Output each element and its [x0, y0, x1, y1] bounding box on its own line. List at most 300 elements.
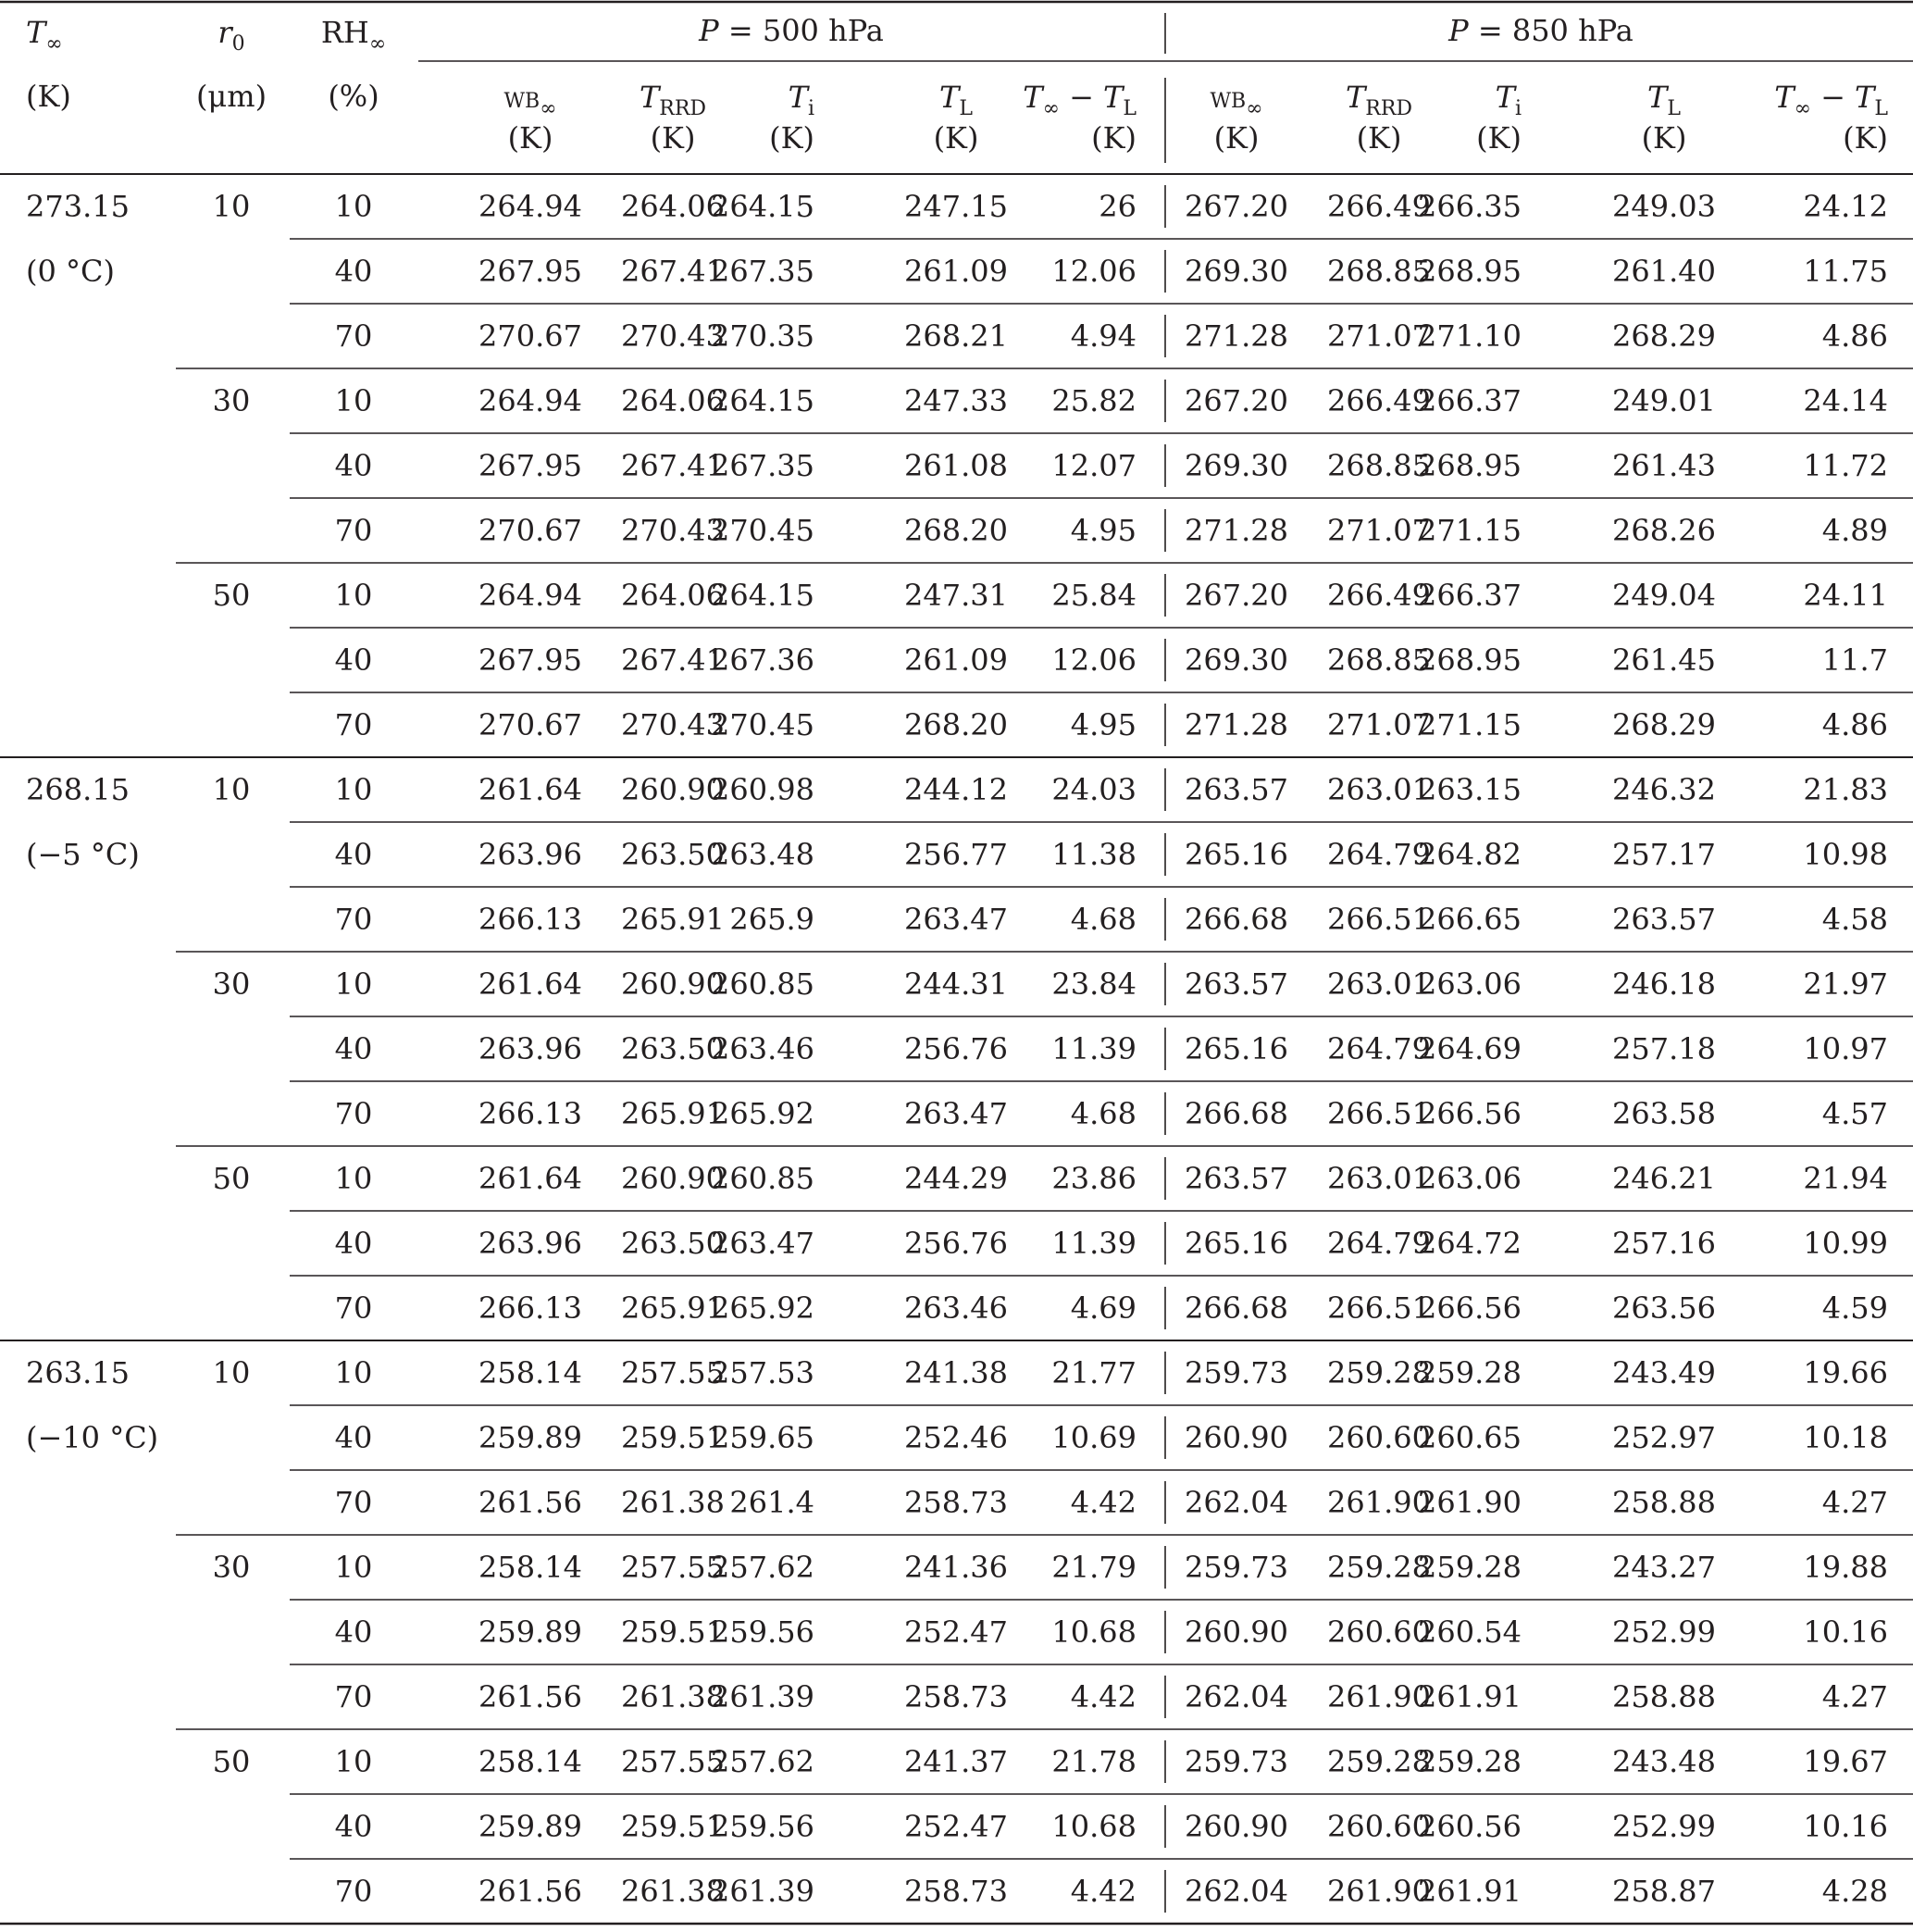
rh-cell: 40 [334, 642, 373, 678]
p500-cell: 259.89 [478, 1809, 582, 1844]
rh-cell: 40 [334, 254, 373, 289]
p850-cell: 271.28 [1185, 513, 1288, 548]
rh-cell: 40 [334, 1226, 373, 1261]
header-p850: P = 850 hPa [1448, 13, 1634, 48]
p850-cell: 271.07 [1327, 318, 1431, 354]
p850-cell: 261.90 [1418, 1485, 1522, 1520]
p850-cell: 258.88 [1612, 1485, 1716, 1520]
p500-cell: 256.76 [904, 1031, 1008, 1066]
p500-cell: 23.84 [1051, 966, 1137, 1002]
p500-cell: 265.92 [711, 1096, 814, 1131]
p850-cell: 267.20 [1185, 189, 1288, 224]
p850-cell: 10.98 [1803, 837, 1888, 872]
p850-cell: 269.30 [1185, 254, 1288, 289]
p500-cell: 257.55 [621, 1355, 725, 1390]
p500-cell: 10.69 [1051, 1420, 1137, 1455]
group-t-inf-celsius: (0 °C) [26, 254, 115, 289]
p500-cell: 259.51 [621, 1809, 725, 1844]
p850-col-3-unit: (K) [1641, 120, 1687, 156]
p500-col-2-name: $T_i$ [788, 80, 814, 120]
p500-cell: 247.15 [904, 189, 1008, 224]
rh-cell: 70 [334, 318, 373, 354]
p500-cell: 264.15 [711, 383, 814, 418]
rh-cell: 70 [334, 1679, 373, 1714]
rh-cell: 70 [334, 902, 373, 937]
p850-cell: 243.49 [1612, 1355, 1716, 1390]
p500-cell: 264.06 [621, 578, 725, 613]
p850-cell: 266.37 [1418, 578, 1522, 613]
radius-label: 30 [212, 966, 251, 1002]
rh-cell: 40 [334, 1809, 373, 1844]
p850-cell: 4.58 [1821, 902, 1888, 937]
p850-cell: 4.89 [1821, 513, 1888, 548]
p500-cell: 247.33 [904, 383, 1008, 418]
p850-cell: 271.15 [1418, 707, 1522, 742]
rh-cell: 70 [334, 1485, 373, 1520]
p850-cell: 268.95 [1418, 642, 1522, 678]
p850-cell: 263.01 [1327, 1161, 1431, 1196]
p850-cell: 265.16 [1185, 1031, 1288, 1066]
p850-cell: 24.11 [1803, 578, 1888, 613]
p500-cell: 4.42 [1070, 1874, 1137, 1909]
p850-cell: 263.57 [1612, 902, 1716, 937]
p500-cell: 264.94 [478, 383, 582, 418]
p850-cell: 263.58 [1612, 1096, 1716, 1131]
p850-cell: 261.40 [1612, 254, 1716, 289]
p850-cell: 21.94 [1803, 1161, 1888, 1196]
p500-cell: 25.84 [1051, 578, 1137, 613]
p850-cell: 246.18 [1612, 966, 1716, 1002]
p850-cell: 4.86 [1821, 707, 1888, 742]
p500-cell: 263.96 [478, 1031, 582, 1066]
rh-cell: 40 [334, 448, 373, 483]
radius-label: 30 [212, 383, 251, 418]
group-t-inf-celsius: (−5 °C) [26, 837, 140, 872]
p850-cell: 4.27 [1821, 1679, 1888, 1714]
rh-cell: 40 [334, 837, 373, 872]
p850-cell: 261.43 [1612, 448, 1716, 483]
p850-cell: 271.28 [1185, 318, 1288, 354]
p500-cell: 4.94 [1070, 318, 1137, 354]
header-rh-unit: (%) [328, 79, 379, 114]
p500-cell: 268.20 [904, 513, 1008, 548]
p500-cell: 12.06 [1051, 254, 1137, 289]
p850-cell: 259.28 [1327, 1744, 1431, 1779]
p500-cell: 11.39 [1051, 1226, 1137, 1261]
p500-col-3-unit: (K) [933, 120, 979, 156]
p850-cell: 259.73 [1185, 1550, 1288, 1585]
p500-cell: 270.43 [621, 318, 725, 354]
rh-cell: 10 [334, 772, 373, 807]
p500-cell: 265.91 [621, 1290, 725, 1326]
p500-cell: 266.13 [478, 1096, 582, 1131]
p500-cell: 4.68 [1070, 1096, 1137, 1131]
p850-cell: 19.66 [1803, 1355, 1888, 1390]
p850-cell: 263.06 [1418, 1161, 1522, 1196]
p850-cell: 263.57 [1185, 772, 1288, 807]
p850-cell: 268.29 [1612, 707, 1716, 742]
p850-cell: 266.51 [1327, 1290, 1431, 1326]
p500-cell: 263.50 [621, 1031, 725, 1066]
p500-cell: 264.94 [478, 189, 582, 224]
p500-cell: 4.68 [1070, 902, 1137, 937]
p850-cell: 4.86 [1821, 318, 1888, 354]
p500-cell: 12.07 [1051, 448, 1137, 483]
rh-cell: 70 [334, 1096, 373, 1131]
p850-col-2-unit: (K) [1476, 120, 1522, 156]
p850-cell: 264.72 [1418, 1226, 1522, 1261]
p850-cell: 19.67 [1803, 1744, 1888, 1779]
p850-cell: 4.59 [1821, 1290, 1888, 1326]
p500-cell: 10.68 [1051, 1809, 1137, 1844]
p850-cell: 271.07 [1327, 707, 1431, 742]
p850-cell: 260.60 [1327, 1614, 1431, 1650]
p500-cell: 241.36 [904, 1550, 1008, 1585]
radius-label: 10 [212, 189, 251, 224]
p850-cell: 266.49 [1327, 383, 1431, 418]
p500-cell: 261.56 [478, 1874, 582, 1909]
p500-cell: 260.85 [711, 966, 814, 1002]
rh-cell: 10 [334, 966, 373, 1002]
group-t-inf: 263.15 [26, 1355, 130, 1390]
p500-cell: 267.95 [478, 254, 582, 289]
rh-cell: 10 [334, 189, 373, 224]
p500-col-0-unit: (K) [507, 120, 553, 156]
p500-cell: 267.41 [621, 448, 725, 483]
p850-cell: 259.73 [1185, 1744, 1288, 1779]
p850-cell: 266.56 [1418, 1096, 1522, 1131]
p500-cell: 25.82 [1051, 383, 1137, 418]
p850-cell: 264.69 [1418, 1031, 1522, 1066]
p500-cell: 259.51 [621, 1420, 725, 1455]
p850-cell: 259.28 [1327, 1550, 1431, 1585]
p500-cell: 264.94 [478, 578, 582, 613]
p500-cell: 258.73 [904, 1874, 1008, 1909]
rh-cell: 10 [334, 1744, 373, 1779]
header-r0-unit: (μm) [195, 79, 267, 114]
p500-cell: 257.62 [711, 1744, 814, 1779]
p850-cell: 4.27 [1821, 1485, 1888, 1520]
p500-cell: 241.38 [904, 1355, 1008, 1390]
p850-cell: 11.75 [1803, 254, 1888, 289]
p850-cell: 252.99 [1612, 1809, 1716, 1844]
p850-cell: 21.97 [1803, 966, 1888, 1002]
p850-cell: 10.16 [1803, 1809, 1888, 1844]
p850-cell: 266.68 [1185, 1096, 1288, 1131]
header-t-inf-unit: (K) [26, 79, 71, 114]
p850-cell: 261.91 [1418, 1874, 1522, 1909]
p500-cell: 252.47 [904, 1614, 1008, 1650]
p850-cell: 257.16 [1612, 1226, 1716, 1261]
p500-cell: 257.62 [711, 1550, 814, 1585]
p500-cell: 261.09 [904, 254, 1008, 289]
p850-cell: 259.28 [1418, 1355, 1522, 1390]
p500-cell: 4.95 [1070, 707, 1137, 742]
p500-cell: 23.86 [1051, 1161, 1137, 1196]
p500-cell: 270.35 [711, 318, 814, 354]
radius-label: 10 [212, 1355, 251, 1390]
p500-cell: 10.68 [1051, 1614, 1137, 1650]
p850-cell: 263.01 [1327, 966, 1431, 1002]
p850-cell: 265.16 [1185, 837, 1288, 872]
header-p500: P = 500 hPa [699, 13, 884, 48]
radius-label: 50 [212, 1161, 251, 1196]
p500-cell: 257.55 [621, 1744, 725, 1779]
p500-col-2-unit: (K) [769, 120, 814, 156]
p500-cell: 261.56 [478, 1485, 582, 1520]
p850-cell: 246.21 [1612, 1161, 1716, 1196]
p850-col-2-name: $T_i$ [1495, 80, 1522, 120]
p850-cell: 262.04 [1185, 1679, 1288, 1714]
p850-cell: 268.85 [1327, 254, 1431, 289]
p850-cell: 261.45 [1612, 642, 1716, 678]
p500-cell: 258.14 [478, 1550, 582, 1585]
p850-cell: 263.56 [1612, 1290, 1716, 1326]
p850-cell: 258.88 [1612, 1679, 1716, 1714]
p500-cell: 261.38 [621, 1485, 725, 1520]
p850-cell: 243.27 [1612, 1550, 1716, 1585]
p850-cell: 269.30 [1185, 448, 1288, 483]
p500-cell: 268.20 [904, 707, 1008, 742]
p850-cell: 263.57 [1185, 1161, 1288, 1196]
p500-cell: 261.38 [621, 1874, 725, 1909]
p850-cell: 252.99 [1612, 1614, 1716, 1650]
radius-label: 50 [212, 1744, 251, 1779]
p500-cell: 267.41 [621, 254, 725, 289]
p500-cell: 21.79 [1051, 1550, 1137, 1585]
rh-cell: 70 [334, 513, 373, 548]
p500-cell: 260.90 [621, 772, 725, 807]
rh-cell: 40 [334, 1614, 373, 1650]
p850-cell: 271.28 [1185, 707, 1288, 742]
p500-cell: 267.41 [621, 642, 725, 678]
p500-cell: 260.98 [711, 772, 814, 807]
group-t-inf: 273.15 [26, 189, 130, 224]
p850-cell: 263.06 [1418, 966, 1522, 1002]
p850-col-0-name: $WB_\infty$ [1210, 90, 1263, 120]
p500-cell: 244.31 [904, 966, 1008, 1002]
p850-cell: 266.37 [1418, 383, 1522, 418]
p850-cell: 258.87 [1612, 1874, 1716, 1909]
p500-cell: 261.39 [711, 1874, 814, 1909]
p850-cell: 260.54 [1418, 1614, 1522, 1650]
p500-cell: 261.64 [478, 966, 582, 1002]
rh-cell: 10 [334, 1550, 373, 1585]
p500-cell: 267.95 [478, 448, 582, 483]
p500-cell: 266.13 [478, 1290, 582, 1326]
p850-cell: 266.68 [1185, 902, 1288, 937]
p500-cell: 257.55 [621, 1550, 725, 1585]
rh-cell: 40 [334, 1031, 373, 1066]
p500-cell: 270.67 [478, 318, 582, 354]
rh-cell: 10 [334, 578, 373, 613]
radius-label: 30 [212, 1550, 251, 1585]
p850-cell: 260.60 [1327, 1420, 1431, 1455]
p500-cell: 4.42 [1070, 1485, 1137, 1520]
p850-cell: 259.28 [1418, 1744, 1522, 1779]
p500-cell: 261.4 [729, 1485, 814, 1520]
p500-col-4-name: $T_\infty - T_L$ [1023, 80, 1137, 120]
p500-cell: 264.15 [711, 578, 814, 613]
p850-col-3-name: $T_L$ [1647, 80, 1681, 120]
p850-cell: 260.90 [1185, 1420, 1288, 1455]
p500-cell: 270.45 [711, 513, 814, 548]
p500-cell: 267.35 [711, 448, 814, 483]
p850-col-4-name: $T_\infty - T_L$ [1774, 80, 1888, 120]
p500-cell: 12.06 [1051, 642, 1137, 678]
p850-cell: 264.79 [1327, 837, 1431, 872]
p850-cell: 266.49 [1327, 578, 1431, 613]
p500-cell: 267.95 [478, 642, 582, 678]
p850-cell: 266.65 [1418, 902, 1522, 937]
p500-cell: 26 [1099, 189, 1137, 224]
p500-cell: 265.9 [729, 902, 814, 937]
p850-cell: 260.60 [1327, 1809, 1431, 1844]
p850-cell: 263.01 [1327, 772, 1431, 807]
p850-cell: 24.14 [1803, 383, 1888, 418]
p500-cell: 261.09 [904, 642, 1008, 678]
p850-cell: 10.99 [1803, 1226, 1888, 1261]
p850-cell: 268.95 [1418, 448, 1522, 483]
p500-cell: 258.14 [478, 1744, 582, 1779]
p500-cell: 259.56 [711, 1614, 814, 1650]
p850-cell: 268.85 [1327, 448, 1431, 483]
p850-col-1-name: $T_{RRD}$ [1345, 80, 1413, 120]
group-t-inf: 268.15 [26, 772, 130, 807]
p850-cell: 257.18 [1612, 1031, 1716, 1066]
p500-cell: 11.39 [1051, 1031, 1137, 1066]
p850-cell: 264.82 [1418, 837, 1522, 872]
p500-cell: 268.21 [904, 318, 1008, 354]
p850-cell: 264.79 [1327, 1031, 1431, 1066]
rh-cell: 10 [334, 1161, 373, 1196]
p850-cell: 259.28 [1418, 1550, 1522, 1585]
p500-col-4-unit: (K) [1091, 120, 1137, 156]
p500-cell: 247.31 [904, 578, 1008, 613]
p850-cell: 10.97 [1803, 1031, 1888, 1066]
p850-cell: 259.28 [1327, 1355, 1431, 1390]
p850-col-4-unit: (K) [1843, 120, 1888, 156]
p500-col-3-name: $T_L$ [939, 80, 973, 120]
p850-cell: 249.03 [1612, 189, 1716, 224]
radius-label: 10 [212, 772, 251, 807]
p850-cell: 266.51 [1327, 1096, 1431, 1131]
header-rh: $RH_\infty$ [320, 15, 387, 56]
p850-cell: 260.56 [1418, 1809, 1522, 1844]
p850-cell: 268.85 [1327, 642, 1431, 678]
p850-cell: 261.90 [1327, 1874, 1431, 1909]
p500-cell: 259.89 [478, 1420, 582, 1455]
p850-cell: 267.20 [1185, 383, 1288, 418]
p500-cell: 270.67 [478, 513, 582, 548]
p850-cell: 268.26 [1612, 513, 1716, 548]
p500-cell: 263.47 [904, 902, 1008, 937]
p500-cell: 261.39 [711, 1679, 814, 1714]
p850-cell: 262.04 [1185, 1874, 1288, 1909]
p500-cell: 270.43 [621, 513, 725, 548]
p850-cell: 263.57 [1185, 966, 1288, 1002]
p500-cell: 263.96 [478, 837, 582, 872]
p500-cell: 266.13 [478, 902, 582, 937]
p500-cell: 244.29 [904, 1161, 1008, 1196]
header-t-inf: $T_\infty$ [26, 15, 63, 56]
p500-cell: 259.89 [478, 1614, 582, 1650]
p850-cell: 266.56 [1418, 1290, 1522, 1326]
rh-cell: 70 [334, 1290, 373, 1326]
rh-cell: 70 [334, 707, 373, 742]
p500-cell: 261.64 [478, 1161, 582, 1196]
p850-cell: 260.90 [1185, 1614, 1288, 1650]
p500-cell: 4.69 [1070, 1290, 1137, 1326]
p850-cell: 260.90 [1185, 1809, 1288, 1844]
p850-cell: 266.51 [1327, 902, 1431, 937]
p850-cell: 265.16 [1185, 1226, 1288, 1261]
p500-col-0-name: $WB_\infty$ [503, 90, 557, 120]
p850-cell: 257.17 [1612, 837, 1716, 872]
p850-cell: 249.01 [1612, 383, 1716, 418]
p500-cell: 267.36 [711, 642, 814, 678]
p850-cell: 264.79 [1327, 1226, 1431, 1261]
group-t-inf-celsius: (−10 °C) [26, 1420, 159, 1455]
rh-cell: 40 [334, 1420, 373, 1455]
p850-cell: 19.88 [1803, 1550, 1888, 1585]
p500-cell: 252.47 [904, 1809, 1008, 1844]
p500-cell: 270.45 [711, 707, 814, 742]
p850-cell: 243.48 [1612, 1744, 1716, 1779]
p500-cell: 261.56 [478, 1679, 582, 1714]
p500-cell: 24.03 [1051, 772, 1137, 807]
p850-cell: 11.72 [1803, 448, 1888, 483]
p500-cell: 260.90 [621, 966, 725, 1002]
rh-cell: 70 [334, 1874, 373, 1909]
p500-cell: 259.65 [711, 1420, 814, 1455]
p500-cell: 259.56 [711, 1809, 814, 1844]
p500-cell: 257.53 [711, 1355, 814, 1390]
p850-cell: 266.68 [1185, 1290, 1288, 1326]
p500-cell: 263.48 [711, 837, 814, 872]
p850-cell: 266.49 [1327, 189, 1431, 224]
header-r0: $r_0$ [217, 15, 245, 56]
p850-cell: 261.90 [1327, 1485, 1431, 1520]
p500-cell: 263.50 [621, 837, 725, 872]
p850-cell: 24.12 [1803, 189, 1888, 224]
p500-cell: 263.46 [904, 1290, 1008, 1326]
p850-cell: 261.91 [1418, 1679, 1522, 1714]
p500-cell: 263.47 [711, 1226, 814, 1261]
p500-cell: 258.73 [904, 1679, 1008, 1714]
p500-cell: 263.96 [478, 1226, 582, 1261]
p500-cell: 4.42 [1070, 1679, 1137, 1714]
p850-cell: 249.04 [1612, 578, 1716, 613]
p500-cell: 261.08 [904, 448, 1008, 483]
p850-cell: 268.29 [1612, 318, 1716, 354]
radius-label: 50 [212, 578, 251, 613]
p850-cell: 269.30 [1185, 642, 1288, 678]
p500-cell: 258.73 [904, 1485, 1008, 1520]
rh-cell: 10 [334, 383, 373, 418]
p850-cell: 4.57 [1821, 1096, 1888, 1131]
p850-cell: 252.97 [1612, 1420, 1716, 1455]
p850-cell: 21.83 [1803, 772, 1888, 807]
p500-col-1-unit: (K) [650, 120, 696, 156]
p500-cell: 265.91 [621, 1096, 725, 1131]
p850-cell: 246.32 [1612, 772, 1716, 807]
p850-cell: 261.90 [1327, 1679, 1431, 1714]
p500-cell: 261.64 [478, 772, 582, 807]
p500-cell: 244.12 [904, 772, 1008, 807]
p500-cell: 267.35 [711, 254, 814, 289]
p850-cell: 268.95 [1418, 254, 1522, 289]
